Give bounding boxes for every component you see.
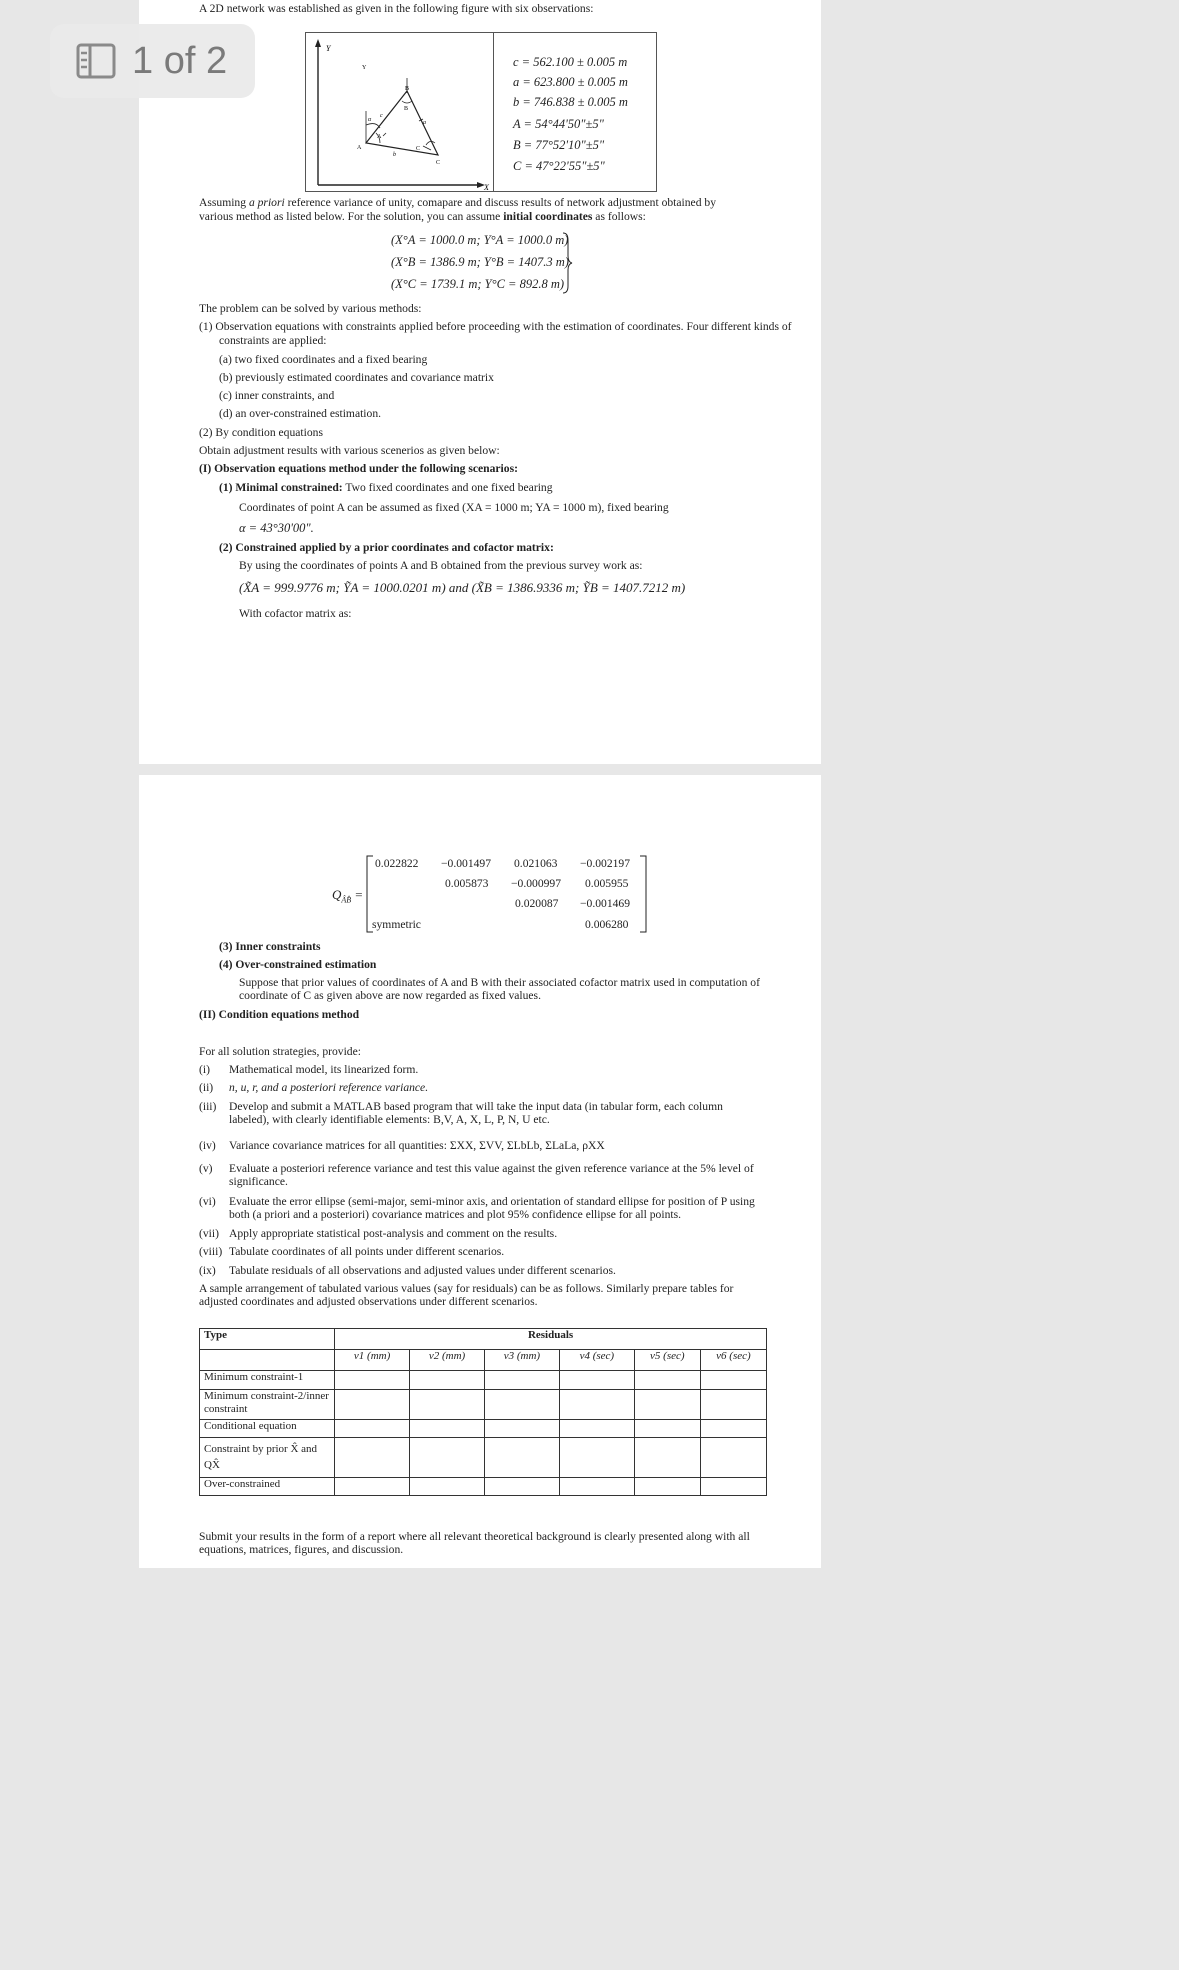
provide-num: (ix) xyxy=(199,1264,216,1277)
row-label: Constraint by prior X̂ and QX̂ xyxy=(200,1438,335,1478)
column-header: v5 (sec) xyxy=(634,1350,700,1371)
method-2: (2) By condition equations xyxy=(199,426,323,439)
empty-cell xyxy=(200,1350,335,1371)
initial-coord-a: (X°A = 1000.0 m; Y°A = 1000.0 m) xyxy=(391,233,569,247)
fig-side-a: a xyxy=(423,120,426,126)
provide-num: (vii) xyxy=(199,1227,219,1240)
fig-point-b: B xyxy=(405,86,410,92)
document-page-2 xyxy=(139,775,821,1568)
page-indicator[interactable] xyxy=(50,24,255,98)
sample-text: A sample arrangement of tabulated various values (say for residuals) can be as follows. Similarly prepare tables for adjusted coordinates and adjusted observations under different scenarios. xyxy=(199,1282,734,1308)
fig-alpha: α xyxy=(368,117,372,123)
fig-angle-b: B xyxy=(404,106,409,112)
scenario-1-heading: (1) Minimal constrained: Two fixed coordinates and one fixed bearing xyxy=(219,481,553,494)
provide-text: Tabulate residuals of all observations and adjusted values under different scenarios. xyxy=(229,1264,616,1277)
scenario-1-bearing: α = 43°30'00". xyxy=(239,521,314,535)
assume-line-2: various method as listed below. For the solution, you can assume initial coordinates as follows: xyxy=(199,210,646,223)
obs-angle-a: A = 54°44'50"±5" xyxy=(513,117,604,131)
closing-text: Submit your results in the form of a report where all relevant theoretical background is clearly presented along with all equations, matrices, figures, and discussion. xyxy=(199,1530,750,1556)
initial-coord-c: (X°C = 1739.1 m; Y°C = 892.8 m) xyxy=(391,277,565,291)
obtain-text: Obtain adjustment results with various scenerios as given below: xyxy=(199,444,500,457)
provide-num: (iv) xyxy=(199,1139,216,1152)
provide-num: (vi) xyxy=(199,1195,216,1208)
matrix-cell: 0.020087 xyxy=(515,897,559,910)
fig-point-a: A xyxy=(357,145,362,151)
matrix-cell: 0.022822 xyxy=(375,857,419,870)
fig-angle-a: A xyxy=(377,134,382,140)
constraint-b: (b) previously estimated coordinates and covariance matrix xyxy=(219,371,494,384)
row-label: Minimum constraint-2/inner constraint xyxy=(200,1390,335,1420)
constraint-a: (a) two fixed coordinates and a fixed bearing xyxy=(219,353,428,366)
provide-text: Mathematical model, its linearized form. xyxy=(229,1063,419,1076)
provide-num: (ii) xyxy=(199,1081,214,1094)
scenario-4-heading: (4) Over-constrained estimation xyxy=(219,958,377,971)
row-label: Minimum constraint-1 xyxy=(200,1371,335,1390)
network-figure-box xyxy=(305,32,657,192)
provide-text: Evaluate a posteriori reference variance and test this value against the given reference variance at the 5% level of significance. xyxy=(229,1162,754,1188)
obs-angle-b: B = 77°52'10"±5" xyxy=(513,138,605,152)
scenario-2-heading: (2) Constrained applied by a prior coordinates and cofactor matrix: xyxy=(219,541,554,554)
methods-intro: The problem can be solved by various methods: xyxy=(199,302,422,315)
column-header: v6 (sec) xyxy=(700,1350,766,1371)
column-header: v2 (mm) xyxy=(410,1350,485,1371)
obs-b: b = 746.838 ± 0.005 m xyxy=(513,95,628,109)
scenario-2-line-1: By using the coordinates of points A and B obtained from the previous survey work as: xyxy=(239,559,643,572)
type-header: Type xyxy=(200,1329,335,1350)
scenario-2-line-3: With cofactor matrix as: xyxy=(239,607,352,620)
intro-text: A 2D network was established as given in the following figure with six observations: xyxy=(199,2,594,15)
document-page-1 xyxy=(139,0,821,764)
network-diagram xyxy=(306,33,493,191)
provide-num: (v) xyxy=(199,1162,213,1175)
provide-num: (i) xyxy=(199,1063,210,1076)
provide-intro: For all solution strategies, provide: xyxy=(199,1045,361,1058)
section-1-heading: (I) Observation equations method under the following scenarios: xyxy=(199,462,518,475)
matrix-cell: 0.005955 xyxy=(585,877,629,890)
matrix-label: $Q_{ÂB̂}$ = xyxy=(332,887,364,905)
column-header: v4 (sec) xyxy=(559,1350,634,1371)
fig-side-b: b xyxy=(393,152,396,158)
fig-label-y: Y xyxy=(362,65,367,71)
column-header: v3 (mm) xyxy=(484,1350,559,1371)
matrix-cell: −0.001497 xyxy=(441,857,492,870)
residuals-header: Residuals xyxy=(335,1329,767,1350)
obs-a: a = 623.800 ± 0.005 m xyxy=(513,75,628,89)
column-header: v1 (mm) xyxy=(335,1350,410,1371)
scenario-1-line-1: Coordinates of point A can be assumed as fixed (XA = 1000 m; YA = 1000 m), fixed bearing xyxy=(239,501,669,514)
pages-icon xyxy=(76,43,116,79)
scenario-3-heading: (3) Inner constraints xyxy=(219,940,321,953)
scenario-4-text: Suppose that prior values of coordinates of A and B with their associated cofactor matrix used in computation of coordinate of C as given above are now regarded as fixed values. xyxy=(239,976,760,1002)
assume-line-1: Assuming a priori reference variance of unity, comapare and discuss results of network adjustment obtained by xyxy=(199,196,716,209)
obs-angle-c: C = 47°22'55"±5" xyxy=(513,159,605,173)
provide-text: n, u, r, and a posteriori reference variance. xyxy=(229,1081,429,1094)
matrix-cell: 0.021063 xyxy=(514,857,558,870)
provide-text: Apply appropriate statistical post-analysis and comment on the results. xyxy=(229,1227,558,1240)
constraint-d: (d) an over-constrained estimation. xyxy=(219,407,382,420)
matrix-cell: 0.006280 xyxy=(585,918,629,931)
page-indicator-label: 1 of 2 xyxy=(132,39,228,82)
fig-axis-x: X xyxy=(484,183,489,191)
residuals-table xyxy=(199,1328,767,1496)
fig-point-c: C xyxy=(436,160,441,166)
fig-axis-y: Y xyxy=(326,44,331,53)
provide-text: Evaluate the error ellipse (semi-major, semi-minor axis, and orientation of standard ellipse for position of P using both (a priori and a posteriori) covariance matrices and plot 95% confidence ellipse for all points. xyxy=(229,1195,755,1221)
provide-num: (iii) xyxy=(199,1100,217,1113)
figure-divider xyxy=(493,33,494,191)
provide-text: Develop and submit a MATLAB based program that will take the input data (in tabular form, each column labeled), with clearly identifiable elements: B,V, A, X, L, P, N, U etc. xyxy=(229,1100,723,1126)
method-1: (1) Observation equations with constraints applied before proceeding with the estimation of coordinates. Four different kinds of constraints are applied: xyxy=(199,320,792,347)
initial-coord-b: (X°B = 1386.9 m; Y°B = 1407.3 m) xyxy=(391,255,569,269)
row-label: Conditional equation xyxy=(200,1420,335,1438)
matrix-right-bracket xyxy=(639,855,647,933)
obs-c: c = 562.100 ± 0.005 m xyxy=(513,55,628,69)
provide-num: (viii) xyxy=(199,1245,223,1258)
section-2-heading: (II) Condition equations method xyxy=(199,1008,360,1021)
constraint-c: (c) inner constraints, and xyxy=(219,389,335,402)
matrix-cell: −0.001469 xyxy=(580,897,631,910)
provide-text: Tabulate coordinates of all points under different scenarios. xyxy=(229,1245,505,1258)
matrix-cell: −0.000997 xyxy=(511,877,562,890)
row-label: Over-constrained xyxy=(200,1478,335,1496)
fig-side-c: c xyxy=(380,113,383,119)
initial-coord-brace xyxy=(561,232,573,294)
provide-text: Variance covariance matrices for all quantities: ΣXX, ΣVV, ΣLbLb, ΣLaLa, ρXX xyxy=(229,1139,605,1152)
matrix-cell: −0.002197 xyxy=(580,857,631,870)
fig-angle-c: C xyxy=(416,146,421,152)
matrix-cell: symmetric xyxy=(372,918,421,931)
prior-coordinates: (X̃A = 999.9776 m; ỸA = 1000.0201 m) and (X̃B = 1386.9336 m; ỸB = 1407.7212 m) xyxy=(239,580,686,595)
matrix-cell: 0.005873 xyxy=(445,877,489,890)
